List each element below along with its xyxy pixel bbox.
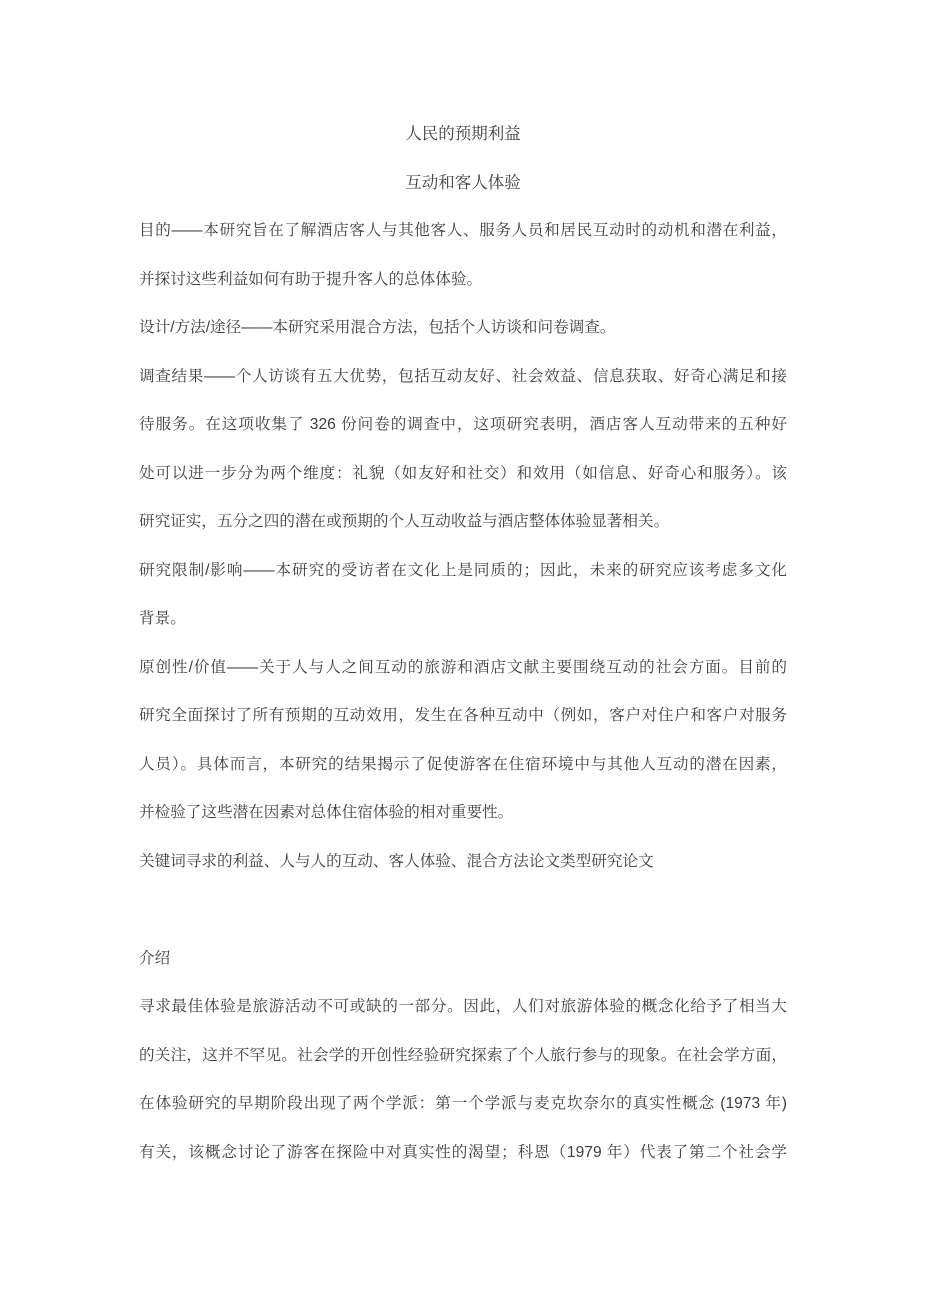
abstract-findings-line: 调查结果——个人访谈有五大优势，包括互动友好、社会效益、信息获取、好奇心满足和接 (139, 367, 787, 385)
abstract-findings-line: 处可以进一步分为两个维度：礼貌（如友好和社交）和效用（如信息、好奇心和服务）。该 (139, 464, 787, 482)
abstract-limitations-line: 背景。 (139, 610, 186, 627)
abstract-findings-line: 研究证实，五分之四的潜在或预期的个人互动收益与酒店整体体验显著相关。 (139, 513, 670, 530)
intro-paragraph-line: 的关注，这并不罕见。社会学的开创性经验研究探索了个人旅行参与的现象。在社会学方面， (139, 1046, 787, 1064)
doc-title-line: 人民的预期利益 (405, 125, 521, 143)
blank-line (139, 886, 787, 935)
abstract-originality-line: 原创性/价值——关于人与人之间互动的旅游和酒店文献主要围绕互动的社会方面。目前的 (139, 658, 787, 676)
section-heading-introduction: 介绍 (139, 949, 171, 967)
doc-subtitle-line: 互动和客人体验 (405, 173, 521, 192)
abstract-originality-line: 研究全面探讨了所有预期的互动效用，发生在各种互动中（例如，客户对住户和客户对服务 (139, 707, 787, 724)
abstract-originality-line: 并检验了这些潜在因素对总体住宿体验的相对重要性。 (139, 804, 514, 821)
abstract-limitations-line: 研究限制/影响——本研究的受访者在文化上是同质的；因此，未来的研究应该考虑多文化 (139, 561, 787, 579)
document-body (139, 110, 787, 1177)
abstract-purpose-line: 并探讨这些利益如何有助于提升客人的总体体验。 (139, 270, 483, 288)
intro-paragraph-line: 寻求最佳体验是旅游活动不可或缺的一部分。因此，人们对旅游体验的概念化给予了相当大 (139, 998, 787, 1015)
abstract-originality-line: 人员）。具体而言，本研究的结果揭示了促使游客在住宿环境中与其他人互动的潜在因素， (139, 755, 787, 773)
abstract-design-line: 设计/方法/途径——本研究采用混合方法，包括个人访谈和问卷调查。 (139, 319, 616, 336)
intro-paragraph-line: 在体验研究的早期阶段出现了两个学派：第一个学派与麦克坎奈尔的真实性概念 (1973 年) (139, 1095, 787, 1112)
abstract-findings-line: 待服务。在这项收集了 326 份问卷的调查中，这项研究表明，酒店客人互动带来的五种好 (139, 416, 787, 433)
keywords-line: 关键词寻求的利益、人与人的互动、客人体验、混合方法论文类型研究论文 (139, 852, 654, 870)
abstract-purpose-line: 目的——本研究旨在了解酒店客人与其他客人、服务人员和居民互动时的动机和潜在利益， (139, 222, 787, 239)
intro-paragraph-line: 有关，该概念讨论了游客在探险中对真实性的渴望；科恩（1979 年）代表了第二个社会学 (139, 1143, 787, 1161)
